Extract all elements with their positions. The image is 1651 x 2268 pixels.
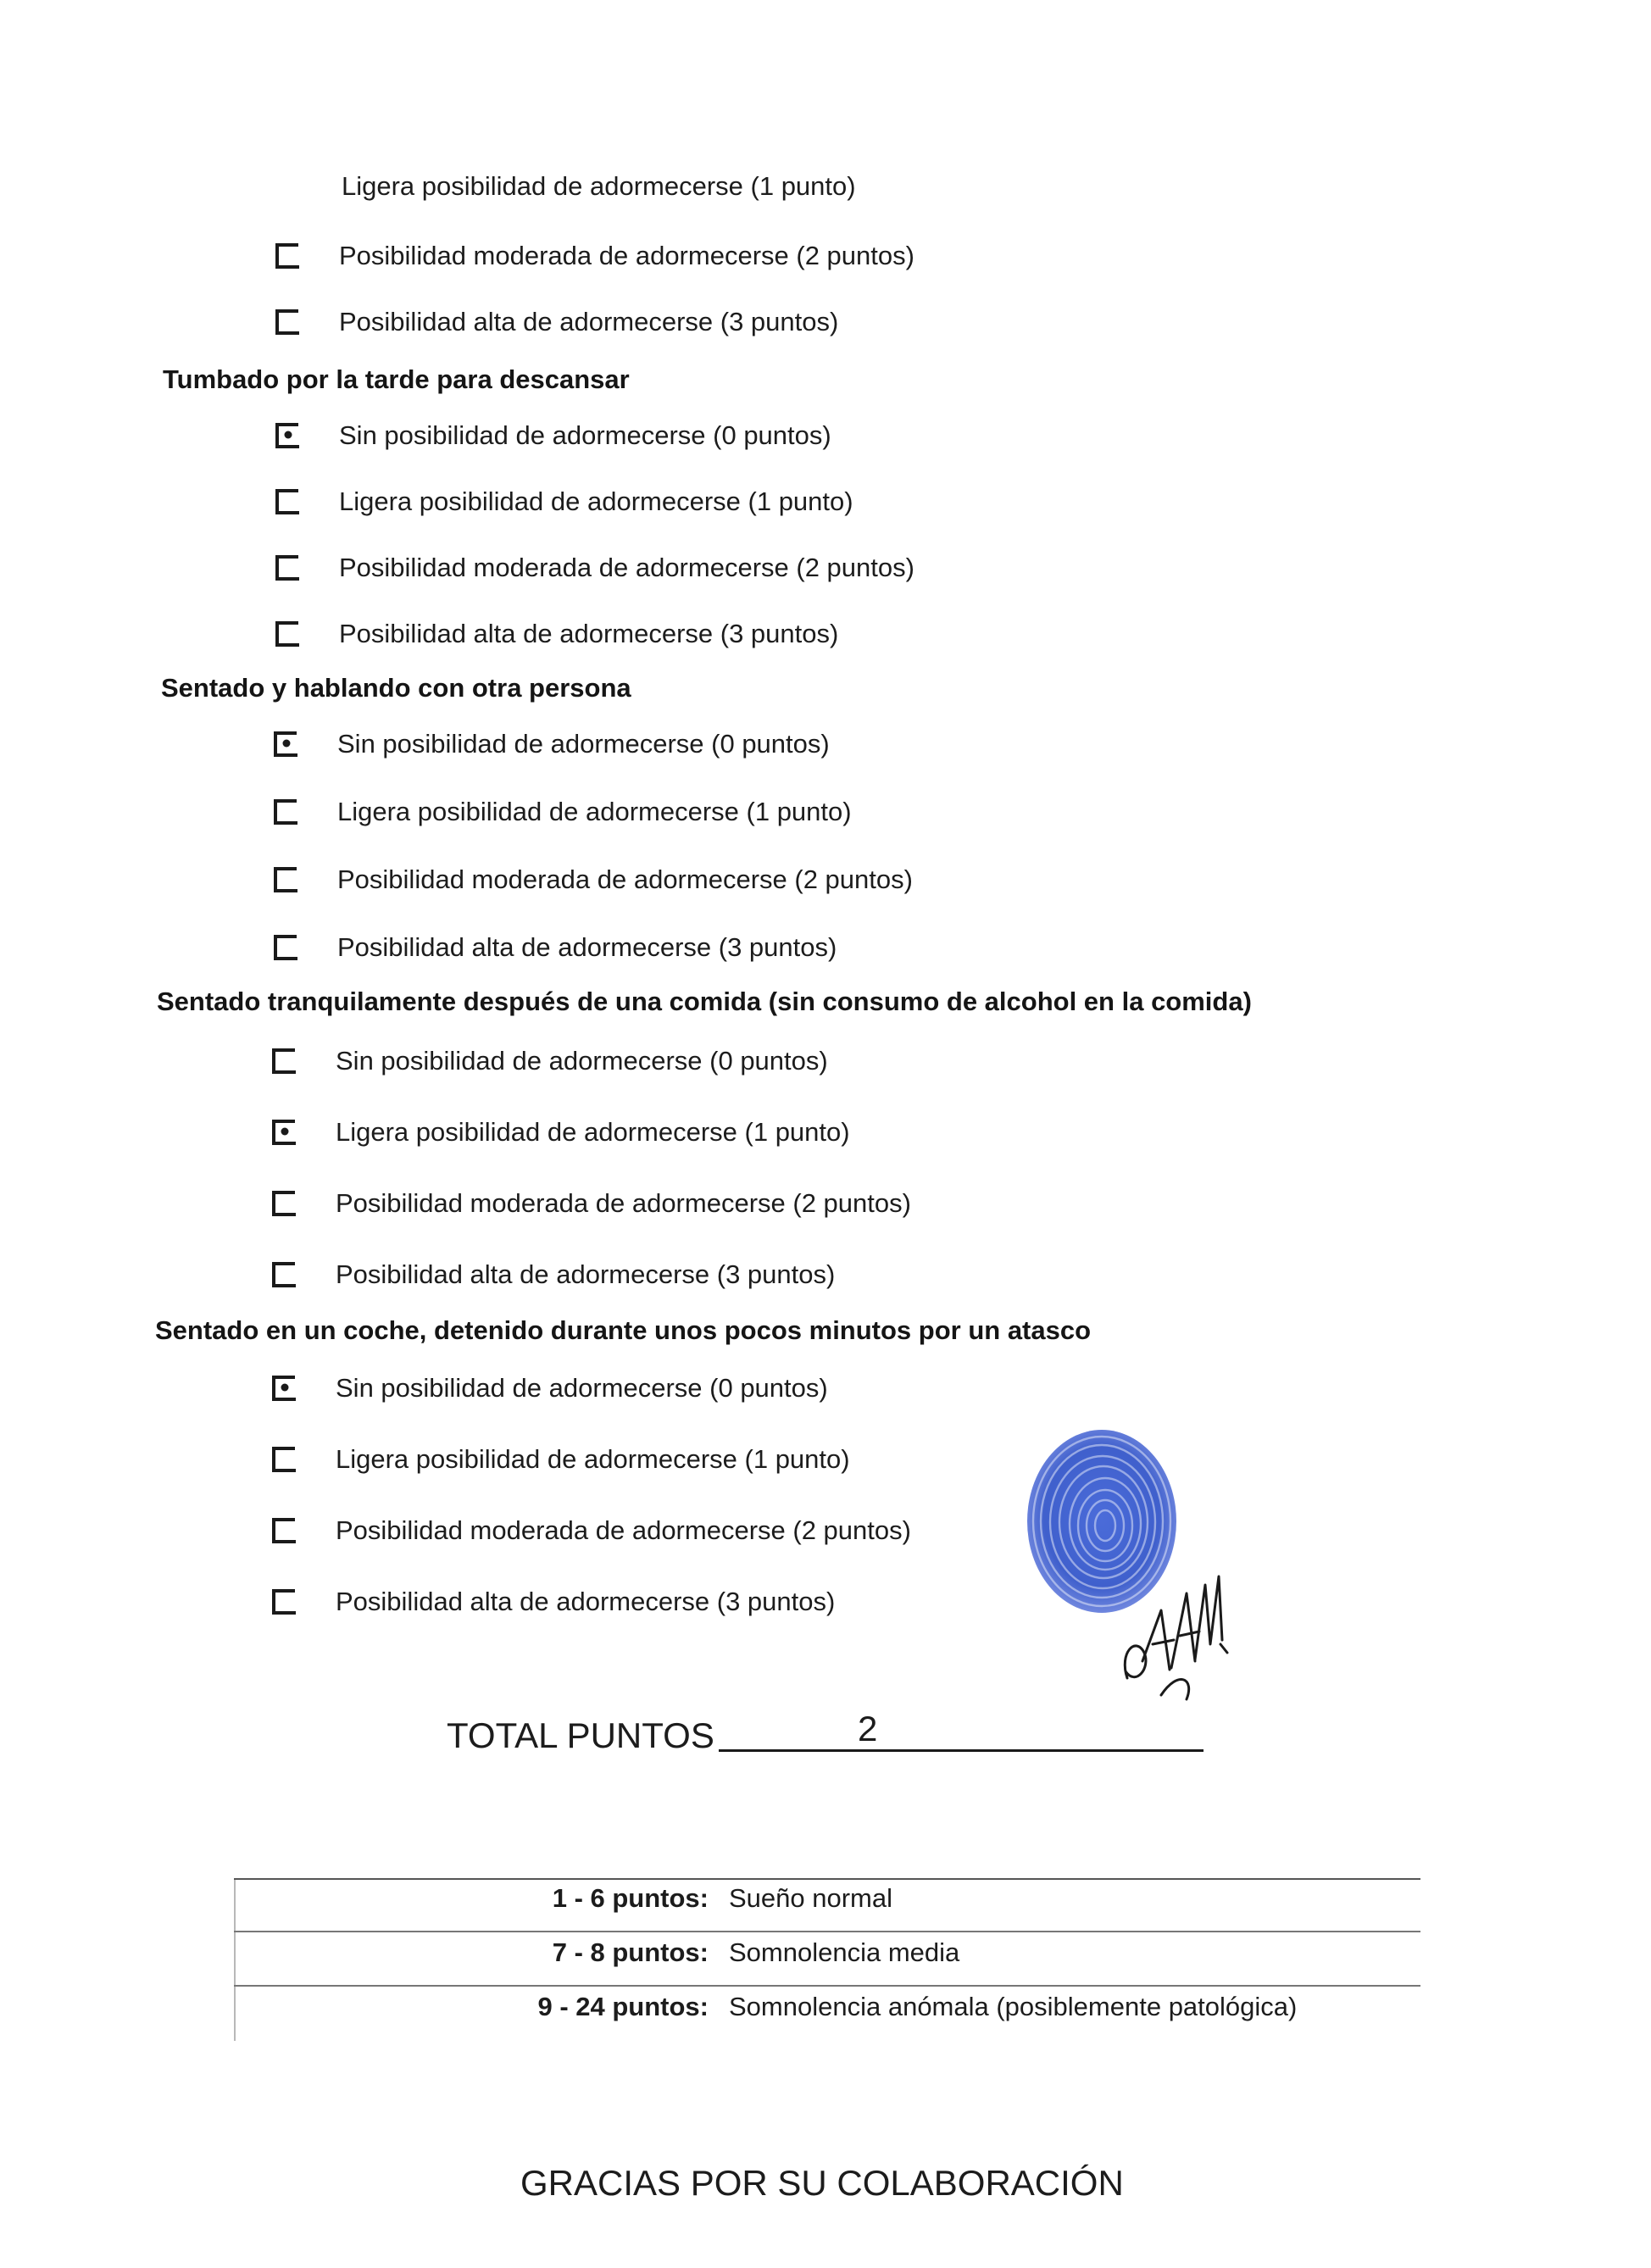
q8-option-2-label: Posibilidad moderada de adormecerse (2 puntos) (336, 1515, 911, 1545)
score-range: 1 - 6 puntos: (552, 1883, 709, 1913)
q7-option-0[interactable] (270, 1046, 828, 1076)
q5-option-2[interactable] (273, 553, 914, 583)
q7-option-1-label: Ligera posibilidad de adormecerse (1 punto) (336, 1117, 850, 1147)
checkbox-empty-icon[interactable] (270, 1515, 300, 1546)
q5-title: Tumbado por la tarde para descansar (163, 364, 630, 394)
score-range: 7 - 8 puntos: (552, 1937, 709, 1967)
q7-option-2[interactable] (270, 1188, 911, 1219)
q6-option-1[interactable] (271, 797, 852, 827)
checkbox-empty-icon[interactable] (271, 864, 302, 895)
checkbox-empty-icon[interactable] (271, 797, 302, 827)
q8-title: Sentado en un coche, detenido durante unos pocos minutos por un atasco (155, 1315, 1092, 1345)
score-meaning: Somnolencia media (729, 1937, 960, 1967)
checkbox-empty-icon[interactable] (270, 1587, 300, 1617)
q5-option-3-label: Posibilidad alta de adormecerse (3 puntos) (339, 619, 839, 648)
table-row (234, 1992, 1297, 2022)
q6-title: Sentado y hablando con otra persona (161, 673, 631, 703)
q8-option-0-label: Sin posibilidad de adormecerse (0 puntos) (336, 1373, 828, 1403)
checkbox-empty-icon[interactable] (270, 1046, 300, 1076)
q7-option-0-label: Sin posibilidad de adormecerse (0 puntos) (336, 1046, 828, 1076)
q4-option-1 (342, 171, 856, 202)
table-row (234, 1937, 959, 1968)
q7-option-3-label: Posibilidad alta de adormecerse (3 puntos) (336, 1259, 836, 1289)
q8-option-1-label: Ligera posibilidad de adormecerse (1 punto) (336, 1444, 850, 1474)
checkbox-empty-icon[interactable] (273, 553, 303, 583)
q5-option-0-label: Sin posibilidad de adormecerse (0 puntos) (339, 420, 831, 450)
q4-option-2-label: Posibilidad moderada de adormecerse (2 puntos) (339, 241, 914, 270)
q5-option-0[interactable] (273, 420, 831, 451)
checkbox-empty-icon[interactable] (273, 619, 303, 649)
checkbox-empty-icon[interactable] (273, 307, 303, 337)
q8-option-3[interactable] (270, 1587, 835, 1617)
q5-option-1[interactable] (273, 486, 853, 517)
table-row (234, 1883, 892, 1914)
total-underline (719, 1749, 1204, 1752)
q4-option-1-label: Ligera posibilidad de adormecerse (1 punto) (342, 171, 856, 201)
q8-option-2[interactable] (270, 1515, 911, 1546)
table-rule (234, 1931, 1420, 1932)
q7-option-3[interactable] (270, 1259, 835, 1290)
checkbox-empty-icon[interactable] (270, 1259, 300, 1290)
q4-option-3[interactable] (273, 307, 838, 337)
closing-message: GRACIAS POR SU COLABORACIÓN (520, 2163, 1124, 2203)
q5-option-1-label: Ligera posibilidad de adormecerse (1 punto) (339, 486, 853, 516)
checkbox-empty-icon[interactable] (273, 241, 303, 271)
checkbox-empty-icon[interactable] (271, 932, 302, 963)
q8-option-3-label: Posibilidad alta de adormecerse (3 puntos) (336, 1587, 836, 1616)
q7-title: Sentado tranquilamente después de una comida (sin consumo de alcohol en la comida) (157, 987, 1252, 1016)
q5-option-2-label: Posibilidad moderada de adormecerse (2 puntos) (339, 553, 914, 582)
checkbox-checked-icon[interactable] (271, 729, 302, 759)
q6-option-3-label: Posibilidad alta de adormecerse (3 puntos) (337, 932, 837, 962)
score-meaning: Sueño normal (729, 1883, 893, 1913)
q4-option-2[interactable] (273, 241, 914, 271)
table-rule (234, 1878, 1420, 1880)
q6-option-2[interactable] (271, 864, 913, 895)
total-value: 2 (858, 1709, 878, 1748)
q4-option-3-label: Posibilidad alta de adormecerse (3 puntos) (339, 307, 839, 336)
checkbox-checked-icon[interactable] (270, 1117, 300, 1148)
score-meaning: Somnolencia anómala (posiblemente patológica) (729, 1992, 1298, 2021)
checkbox-checked-icon[interactable] (273, 420, 303, 451)
total-label: TOTAL PUNTOS (447, 1715, 714, 1755)
checkbox-empty-icon[interactable] (273, 486, 303, 517)
handwritten-signature (1110, 1559, 1246, 1708)
score-scale-table (234, 1854, 1420, 2041)
q6-option-1-label: Ligera posibilidad de adormecerse (1 punto) (337, 797, 852, 826)
score-range: 9 - 24 puntos: (537, 1992, 709, 2021)
q6-option-3[interactable] (271, 932, 837, 963)
table-rule (234, 1985, 1420, 1987)
q7-option-1[interactable] (270, 1117, 850, 1148)
q6-option-0-label: Sin posibilidad de adormecerse (0 puntos) (337, 729, 830, 759)
q6-option-0[interactable] (271, 729, 830, 759)
q7-option-2-label: Posibilidad moderada de adormecerse (2 puntos) (336, 1188, 911, 1218)
q8-option-0[interactable] (270, 1373, 828, 1404)
q8-option-1[interactable] (270, 1444, 850, 1475)
q6-option-2-label: Posibilidad moderada de adormecerse (2 puntos) (337, 864, 913, 894)
q5-option-3[interactable] (273, 619, 838, 649)
checkbox-empty-icon[interactable] (270, 1188, 300, 1219)
checkbox-empty-icon[interactable] (270, 1444, 300, 1475)
checkbox-checked-icon[interactable] (270, 1373, 300, 1404)
